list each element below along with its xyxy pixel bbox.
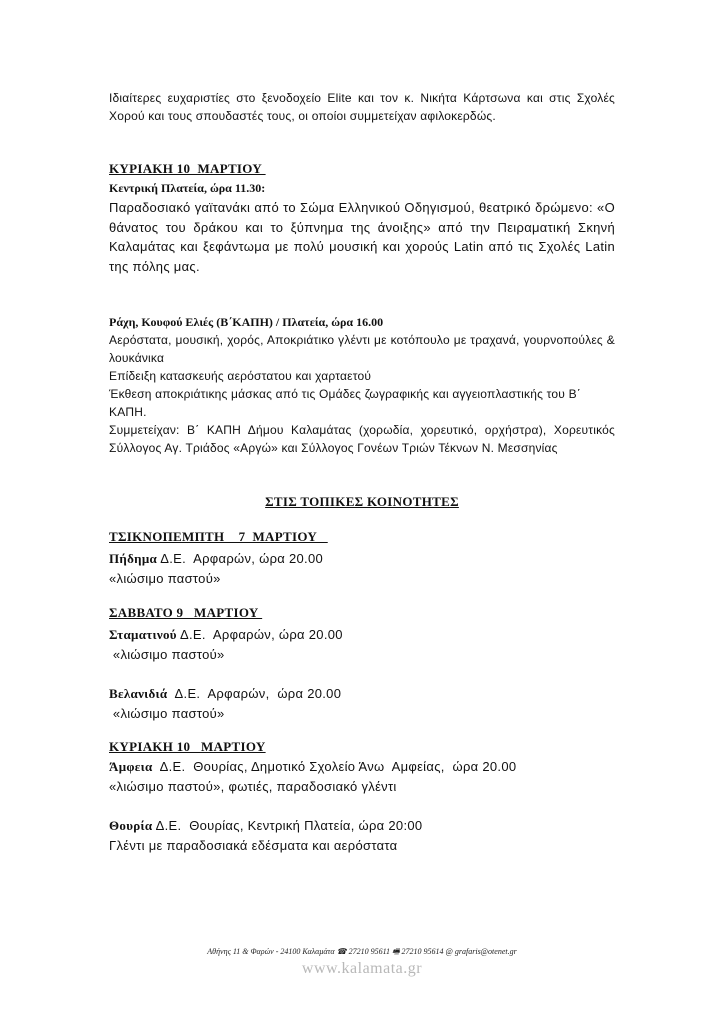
sunday2-place-2 bbox=[109, 816, 615, 836]
rachi-line-3: Έκθεση αποκριάτικης μάσκας από τις Ομάδες ζωγραφικής και αγγειοπλαστικής του Β΄ ΚΑΠΗ. bbox=[109, 387, 581, 419]
footer-address: Αθήνης 11 & Φαρών - 24100 Καλαμάτα ☎ 27210 95611 🖷 27210 95614 @ grafaris@otenet.gr bbox=[207, 947, 517, 956]
tsik-event: «λιώσιμο παστού» bbox=[109, 571, 221, 586]
rachi-line-2: Επίδειξη κατασκευής αερόστατου και χαρταετού bbox=[109, 369, 372, 383]
sunday-location: Κεντρική Πλατεία, ώρα 11.30: bbox=[109, 181, 266, 195]
saturday-heading: ΣΑΒΒΑΤΟ 9 ΜΑΡΤΙΟΥ bbox=[109, 605, 263, 620]
saturday-event-1: «λιώσιμο παστού» bbox=[109, 647, 225, 662]
saturday-place-2-detail: Δ.Ε. Αρφαρών, ώρα 20.00 bbox=[167, 686, 342, 701]
communities-title: ΣΤΙΣ ΤΟΠΙΚΕΣ ΚΟΙΝΟΤΗΤΕΣ bbox=[265, 494, 459, 509]
sunday2-place-2-detail: Δ.Ε. Θουρίας, Κεντρική Πλατεία, ώρα 20:00 bbox=[152, 818, 423, 833]
sunday2-place-1-name: Άμφεια bbox=[109, 759, 153, 774]
saturday-place-1-name: Σταματινού bbox=[109, 627, 177, 642]
tsik-place-name: Πήδημα bbox=[109, 551, 158, 566]
sunday2-place-1-detail: Δ.Ε. Θουρίας, Δημοτικό Σχολείο Άνω Αμφείας, ώρα 20.00 bbox=[152, 759, 517, 774]
sunday2-event-2: Γλέντι με παραδοσιακά εδέσματα και αερόστατα bbox=[109, 838, 398, 853]
sunday2-place-2-name: Θουρία bbox=[109, 818, 153, 833]
intro-paragraph: Ιδιαίτερες ευχαριστίες στο ξενοδοχείο Elite και τον κ. Νικήτα Κάρτσωνα και στις Σχολές Χορού και τους σπουδαστές τους, οι οποίοι συμμετείχαν αφιλοκερδώς. bbox=[109, 91, 615, 123]
tsik-heading: ΤΣΙΚΝΟΠΕΜΠΤΗ 7 ΜΑΡΤΙΟΥ bbox=[109, 529, 328, 544]
saturday-place-1 bbox=[109, 625, 615, 645]
rachi-heading: Ράχη, Κουφού Ελιές (Β΄ΚΑΠΗ) / Πλατεία, ώρα 16.00 bbox=[109, 315, 384, 329]
tsik-place-detail: Δ.Ε. Αρφαρών, ώρα 20.00 bbox=[157, 551, 324, 566]
tsik-place bbox=[109, 549, 615, 569]
saturday-event-2: «λιώσιμο παστού» bbox=[109, 706, 225, 721]
sunday2-heading: ΚΥΡΙΑΚΗ 10 ΜΑΡΤΙΟΥ bbox=[109, 739, 266, 754]
rachi-line-4: Συμμετείχαν: Β΄ ΚΑΠΗ Δήμου Καλαμάτας (χορωδία, χορευτικό, ορχήστρα), Χορευτικός Σύλλογος Αγ. Τριάδος «Αργώ» και Σύλλογος Γονέων Τριών Τέκνων Ν. Μεσσηνίας bbox=[109, 423, 615, 455]
saturday-place-2-name: Βελανιδιά bbox=[109, 686, 168, 701]
watermark: www.kalamata.gr bbox=[301, 960, 423, 977]
sunday2-place-1 bbox=[109, 757, 615, 777]
saturday-place-2 bbox=[109, 684, 615, 704]
sunday2-event-1: «λιώσιμο παστού», φωτιές, παραδοσιακό γλέντι bbox=[109, 779, 397, 794]
sunday-description: Παραδοσιακό γαϊτανάκι από το Σώμα Ελληνικού Οδηγισμού, θεατρικό δρώμενο: «Ο θάνατος του δράκου και το ξύπνημα της άνοιξης» από την Πειραματική Σκηνή Καλαμάτας και ξεφάντωμα με πολύ μουσική και χορούς Latin από τις Σχολές Latin της πόλης μας. bbox=[109, 200, 615, 274]
sunday-heading: ΚΥΡΙΑΚΗ 10 ΜΑΡΤΙΟΥ bbox=[109, 161, 266, 176]
rachi-line-1: Αερόστατα, μουσική, χορός, Αποκριάτικο γλέντι με κοτόπουλο με τραχανά, γουρνοπούλες & λουκάνικα bbox=[109, 333, 615, 365]
saturday-place-1-detail: Δ.Ε. Αρφαρών, ώρα 20.00 bbox=[176, 627, 343, 642]
